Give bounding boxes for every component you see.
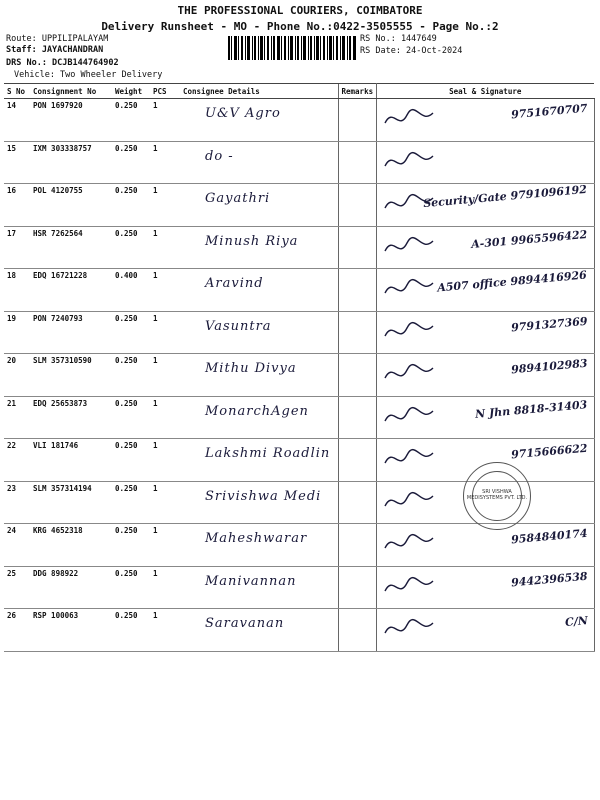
- row-pcs: 1: [150, 141, 180, 184]
- row-remarks: [338, 609, 376, 652]
- row-consignee-handwritten: [180, 141, 338, 184]
- row-weight: 0.250: [112, 524, 150, 567]
- row-weight: 0.250: [112, 439, 150, 482]
- signature-scribble: [381, 528, 441, 558]
- row-sno: 25: [4, 566, 30, 609]
- signature-scribble: [381, 231, 441, 261]
- row-consignee-handwritten: [180, 439, 338, 482]
- row-pcs: 1: [150, 439, 180, 482]
- consignee-name: Manivannan: [205, 573, 297, 589]
- row-consignee-handwritten: [180, 269, 338, 312]
- table-row: [4, 99, 594, 142]
- rs-number: RS No.: 1447649: [360, 34, 437, 44]
- row-pcs: 1: [150, 226, 180, 269]
- col-header-remarks: Remarks: [338, 84, 376, 99]
- consignee-name: do -: [205, 148, 234, 164]
- company-seal-stamp: [463, 462, 531, 530]
- signature-scribble: [381, 316, 441, 346]
- signature-note: 9751670707: [510, 101, 588, 122]
- consignee-name: Aravind: [205, 276, 264, 291]
- route-label: Route: UPPILIPALAYAM: [6, 34, 109, 44]
- table-row: [4, 311, 594, 354]
- rs-date: RS Date: 24-Oct-2024: [360, 46, 463, 56]
- row-consignee-handwritten: [180, 566, 338, 609]
- signature-note: Security/Gate 9791096192: [423, 182, 588, 211]
- signature-note: A507 office 9894416926: [437, 268, 588, 295]
- row-consignment-no: IXM 303338757: [30, 141, 112, 184]
- signature-note: A-301 9965596422: [470, 227, 588, 251]
- signature-scribble: [381, 401, 441, 431]
- row-weight: 0.250: [112, 141, 150, 184]
- row-remarks: [338, 226, 376, 269]
- row-remarks: [338, 311, 376, 354]
- row-sno: 24: [4, 524, 30, 567]
- row-weight: 0.250: [112, 99, 150, 142]
- row-signature: [376, 566, 594, 609]
- row-remarks: [338, 354, 376, 397]
- row-pcs: 1: [150, 99, 180, 142]
- signature-scribble: [381, 103, 441, 133]
- row-consignment-no: KRG 4652318: [30, 524, 112, 567]
- row-weight: 0.250: [112, 354, 150, 397]
- row-consignment-no: EDQ 25653873: [30, 396, 112, 439]
- row-pcs: 1: [150, 566, 180, 609]
- row-sno: 21: [4, 396, 30, 439]
- table-row: [4, 141, 594, 184]
- row-sno: 20: [4, 354, 30, 397]
- row-consignee-handwritten: [180, 311, 338, 354]
- row-pcs: 1: [150, 481, 180, 524]
- row-pcs: 1: [150, 269, 180, 312]
- row-consignment-no: VLI 181746: [30, 439, 112, 482]
- table-row: [4, 226, 594, 269]
- row-pcs: 1: [150, 524, 180, 567]
- consignee-name: Vasuntra: [205, 318, 272, 334]
- table-row: [4, 184, 594, 227]
- consignee-name: Saravanan: [205, 616, 285, 631]
- signature-scribble: [381, 571, 441, 601]
- row-remarks: [338, 524, 376, 567]
- row-pcs: 1: [150, 354, 180, 397]
- row-consignment-no: RSP 100063: [30, 609, 112, 652]
- consignee-name: MonarchAgen: [205, 403, 309, 419]
- row-consignee-handwritten: [180, 481, 338, 524]
- row-consignee-handwritten: [180, 99, 338, 142]
- row-pcs: 1: [150, 184, 180, 227]
- row-signature: [376, 141, 594, 184]
- signature-scribble: [381, 443, 441, 473]
- table-row: [4, 354, 594, 397]
- row-consignee-handwritten: [180, 354, 338, 397]
- row-pcs: 1: [150, 311, 180, 354]
- row-weight: 0.250: [112, 609, 150, 652]
- row-signature: [376, 609, 594, 652]
- row-consignment-no: SLM 357310590: [30, 354, 112, 397]
- row-consignment-no: HSR 7262564: [30, 226, 112, 269]
- col-header-weight: Weight: [112, 84, 150, 99]
- row-sno: 14: [4, 99, 30, 142]
- row-sno: 17: [4, 226, 30, 269]
- row-weight: 0.250: [112, 184, 150, 227]
- row-consignee-handwritten: [180, 184, 338, 227]
- row-remarks: [338, 141, 376, 184]
- signature-scribble: [381, 146, 441, 176]
- row-sno: 19: [4, 311, 30, 354]
- signature-note: 9894102983: [510, 356, 588, 377]
- row-sno: 26: [4, 609, 30, 652]
- signature-scribble: [381, 273, 441, 303]
- table-row: [4, 609, 594, 652]
- col-header-consignment: Consignment No: [30, 84, 112, 99]
- table-header-row: [4, 84, 594, 99]
- signature-note: 9715666622: [510, 441, 588, 462]
- drs-label: DRS No.: DCJB144764902: [6, 58, 119, 68]
- row-remarks: [338, 396, 376, 439]
- row-consignee-handwritten: [180, 609, 338, 652]
- row-sno: 16: [4, 184, 30, 227]
- row-consignment-no: SLM 357314194: [30, 481, 112, 524]
- row-consignee-handwritten: [180, 524, 338, 567]
- row-weight: 0.250: [112, 396, 150, 439]
- row-remarks: [338, 184, 376, 227]
- row-pcs: 1: [150, 396, 180, 439]
- row-remarks: [338, 439, 376, 482]
- consignee-name: Minush Riya: [205, 233, 299, 249]
- vehicle-label: Vehicle: Two Wheeler Delivery: [14, 70, 163, 80]
- signature-note: 9442396538: [510, 569, 588, 589]
- row-signature: [376, 524, 594, 567]
- signature-note: 9791327369: [510, 314, 588, 334]
- staff-label: Staff: JAYACHANDRAN: [6, 45, 104, 55]
- row-signature: [376, 354, 594, 397]
- table-row: [4, 396, 594, 439]
- row-weight: 0.250: [112, 226, 150, 269]
- table-row: [4, 269, 594, 312]
- barcode: [228, 36, 356, 60]
- signature-scribble: [381, 613, 441, 643]
- signature-note: C/N: [564, 614, 589, 629]
- stamp-text: SRI VISHWA MEDISYSTEMS PVT. LTD.: [466, 489, 528, 501]
- row-sno: 23: [4, 481, 30, 524]
- table-row: [4, 566, 594, 609]
- row-weight: 0.250: [112, 311, 150, 354]
- row-consignment-no: PON 1697920: [30, 99, 112, 142]
- row-consignment-no: DDG 898922: [30, 566, 112, 609]
- signature-note: N Jhn 8818-31403: [474, 397, 588, 421]
- row-consignee-handwritten: [180, 396, 338, 439]
- row-remarks: [338, 99, 376, 142]
- row-remarks: [338, 481, 376, 524]
- consignee-name: Mithu Divya: [205, 361, 297, 376]
- row-consignment-no: EDQ 16721228: [30, 269, 112, 312]
- col-header-seal-signature: Seal & Signature: [376, 84, 594, 99]
- table-row: [4, 524, 594, 567]
- signature-scribble: [381, 486, 441, 516]
- row-consignment-no: POL 4120755: [30, 184, 112, 227]
- row-weight: 0.250: [112, 481, 150, 524]
- col-header-consignee: Consignee Details: [180, 84, 338, 99]
- consignee-name: Gayathri: [205, 191, 271, 206]
- row-consignee-handwritten: [180, 226, 338, 269]
- consignee-name: Maheshwarar: [205, 531, 308, 546]
- row-signature: [376, 184, 594, 227]
- row-sno: 15: [4, 141, 30, 184]
- runsheet-table: [4, 83, 595, 652]
- col-header-pcs: PCS: [150, 84, 180, 99]
- row-consignment-no: PON 7240793: [30, 311, 112, 354]
- row-weight: 0.250: [112, 566, 150, 609]
- row-signature: [376, 269, 594, 312]
- signature-scribble: [381, 358, 441, 388]
- consignee-name: Srivishwa Medi: [205, 488, 322, 504]
- row-signature: [376, 396, 594, 439]
- consignee-name: U&V Agro: [205, 106, 281, 121]
- row-pcs: 1: [150, 609, 180, 652]
- col-header-sno: S No: [4, 84, 30, 99]
- row-signature: [376, 311, 594, 354]
- runsheet-title: Delivery Runsheet - MO - Phone No.:0422-3505555 - Page No.:2: [101, 20, 499, 33]
- company-title: THE PROFESSIONAL COURIERS, COIMBATORE: [177, 4, 423, 17]
- row-sno: 18: [4, 269, 30, 312]
- row-signature: [376, 226, 594, 269]
- signature-note: 9584840174: [510, 526, 588, 547]
- consignee-name: Lakshmi Roadlin: [205, 446, 331, 461]
- row-weight: 0.400: [112, 269, 150, 312]
- row-signature: [376, 99, 594, 142]
- row-remarks: [338, 566, 376, 609]
- row-sno: 22: [4, 439, 30, 482]
- row-remarks: [338, 269, 376, 312]
